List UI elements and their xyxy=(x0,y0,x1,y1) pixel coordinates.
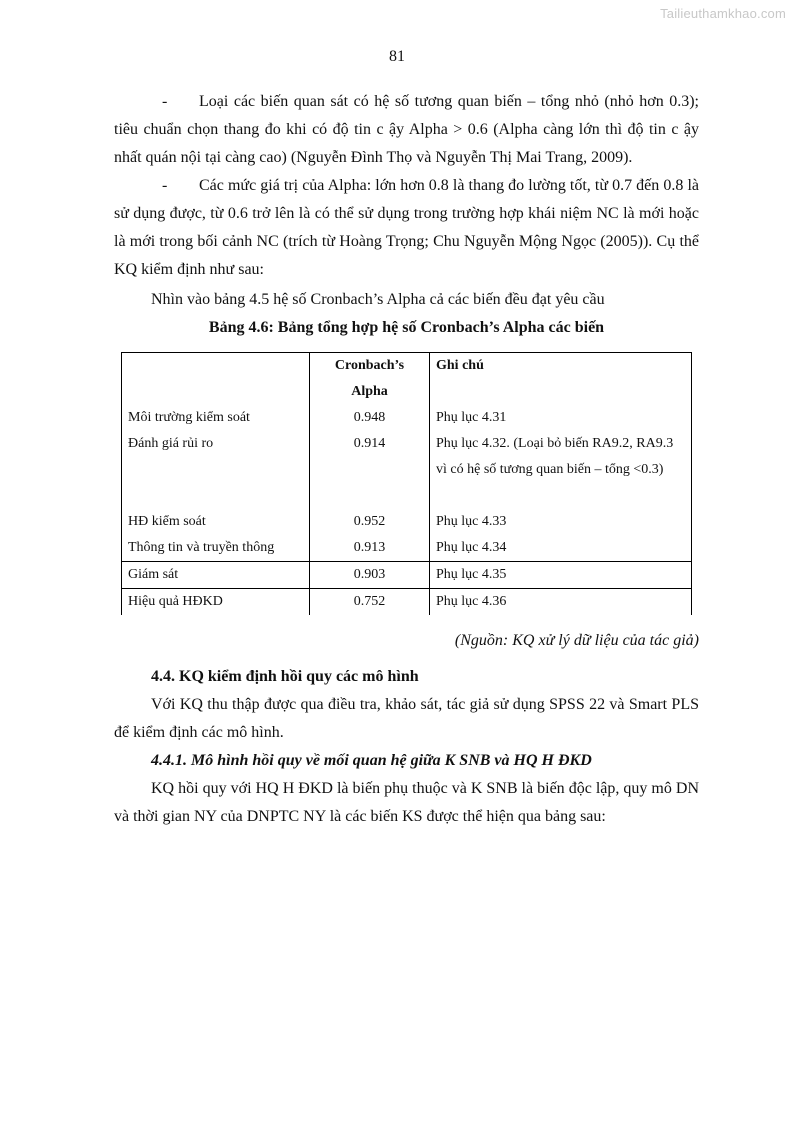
row-alpha: 0.952 xyxy=(310,509,430,535)
bullet-text-1: Loại các biến quan sát có hệ số tương quan biến – tổng nhỏ (nhỏ hơn 0.3); tiêu chuẩn chọn thang đo khi có độ tin c ậy Alpha > 0.6 (Alpha càng lớn thì độ tin c ậy nhất quán nội tại càng cao) (Nguyễn Đình Thọ và Nguyễn Thị Mai Trang, 2009). xyxy=(114,93,699,166)
row-note: Phụ lục 4.36 xyxy=(430,589,692,616)
header-cronbach-line2: Alpha xyxy=(351,384,388,399)
header-cell-empty xyxy=(122,353,310,406)
section-heading: 4.4. KQ kiểm định hồi quy các mô hình xyxy=(151,668,419,685)
row-note: Phụ lục 4.35 xyxy=(430,562,692,589)
row-name: Giám sát xyxy=(122,562,310,589)
header-cronbach xyxy=(310,353,430,406)
bullet-dash: - xyxy=(162,93,168,110)
watermark: Tailieuthamkhao.com xyxy=(660,6,786,21)
page-number: 81 xyxy=(389,48,405,65)
subsection-heading: 4.4.1. Mô hình hồi quy về mối quan hệ giữa K SNB và HQ H ĐKD xyxy=(151,752,592,769)
row-name: Hiệu quả HĐKD xyxy=(122,589,310,616)
table-header-row xyxy=(122,353,692,406)
row-note: Phụ lục 4.33 xyxy=(430,509,692,535)
table-row xyxy=(122,589,692,616)
row-note: Phụ lục 4.34 xyxy=(430,535,692,562)
row-note: Phụ lục 4.31 xyxy=(430,405,692,431)
table-row xyxy=(122,405,692,431)
row-alpha: 0.948 xyxy=(310,405,430,431)
table-row xyxy=(122,562,692,589)
table-source: (Nguồn: KQ xử lý dữ liệu của tác giả) xyxy=(454,632,699,649)
row-name: HĐ kiểm soát xyxy=(122,509,310,535)
header-note: Ghi chú xyxy=(430,353,692,406)
row-alpha: 0.913 xyxy=(310,535,430,562)
row-name: Môi trường kiểm soát xyxy=(122,405,310,431)
row-alpha: 0.903 xyxy=(310,562,430,589)
bullet-paragraph-1 xyxy=(114,88,699,172)
header-cronbach-line1: Cronbach’s xyxy=(334,358,405,373)
document-body xyxy=(114,88,699,831)
table-row xyxy=(122,509,692,535)
row-name: Đánh giá rủi ro xyxy=(122,431,310,509)
subsection-paragraph: KQ hồi quy với HQ H ĐKD là biến phụ thuộc và K SNB là biến độc lập, quy mô DN và thời gian NY của DNPTC NY là các biến KS được thể hiện qua bảng sau: xyxy=(114,780,699,825)
cronbach-table xyxy=(121,352,692,615)
row-note: Phụ lục 4.32. (Loại bỏ biến RA9.2, RA9.3 vì có hệ số tương quan biến – tổng <0.3) xyxy=(430,431,692,509)
bullet-dash: - xyxy=(162,177,168,194)
row-name: Thông tin và truyền thông xyxy=(122,535,310,562)
intro-line: Nhìn vào bảng 4.5 hệ số Cronbach’s Alpha cả các biến đều đạt yêu cầu xyxy=(151,291,605,308)
row-alpha: 0.752 xyxy=(310,589,430,616)
bullet-paragraph-2 xyxy=(114,172,699,284)
table-row xyxy=(122,431,692,509)
section-paragraph: Với KQ thu thập được qua điều tra, khảo sát, tác giả sử dụng SPSS 22 và Smart PLS để kiểm định các mô hình. xyxy=(114,696,699,741)
table-row xyxy=(122,535,692,562)
row-alpha: 0.914 xyxy=(310,431,430,509)
table-title: Bảng 4.6: Bảng tổng hợp hệ số Cronbach’s Alpha các biến xyxy=(208,319,605,336)
bullet-text-2: Các mức giá trị của Alpha: lớn hơn 0.8 là thang đo lường tốt, từ 0.7 đến 0.8 là sử dụng được, từ 0.6 trở lên là có thể sử dụng trong trường hợp khái niệm NC là mới hoặc là mới trong bối cảnh NC (trích từ Hoàng Trọng; Chu Nguyễn Mộng Ngọc (2005)). Cụ thể KQ kiểm định như sau: xyxy=(114,177,699,278)
